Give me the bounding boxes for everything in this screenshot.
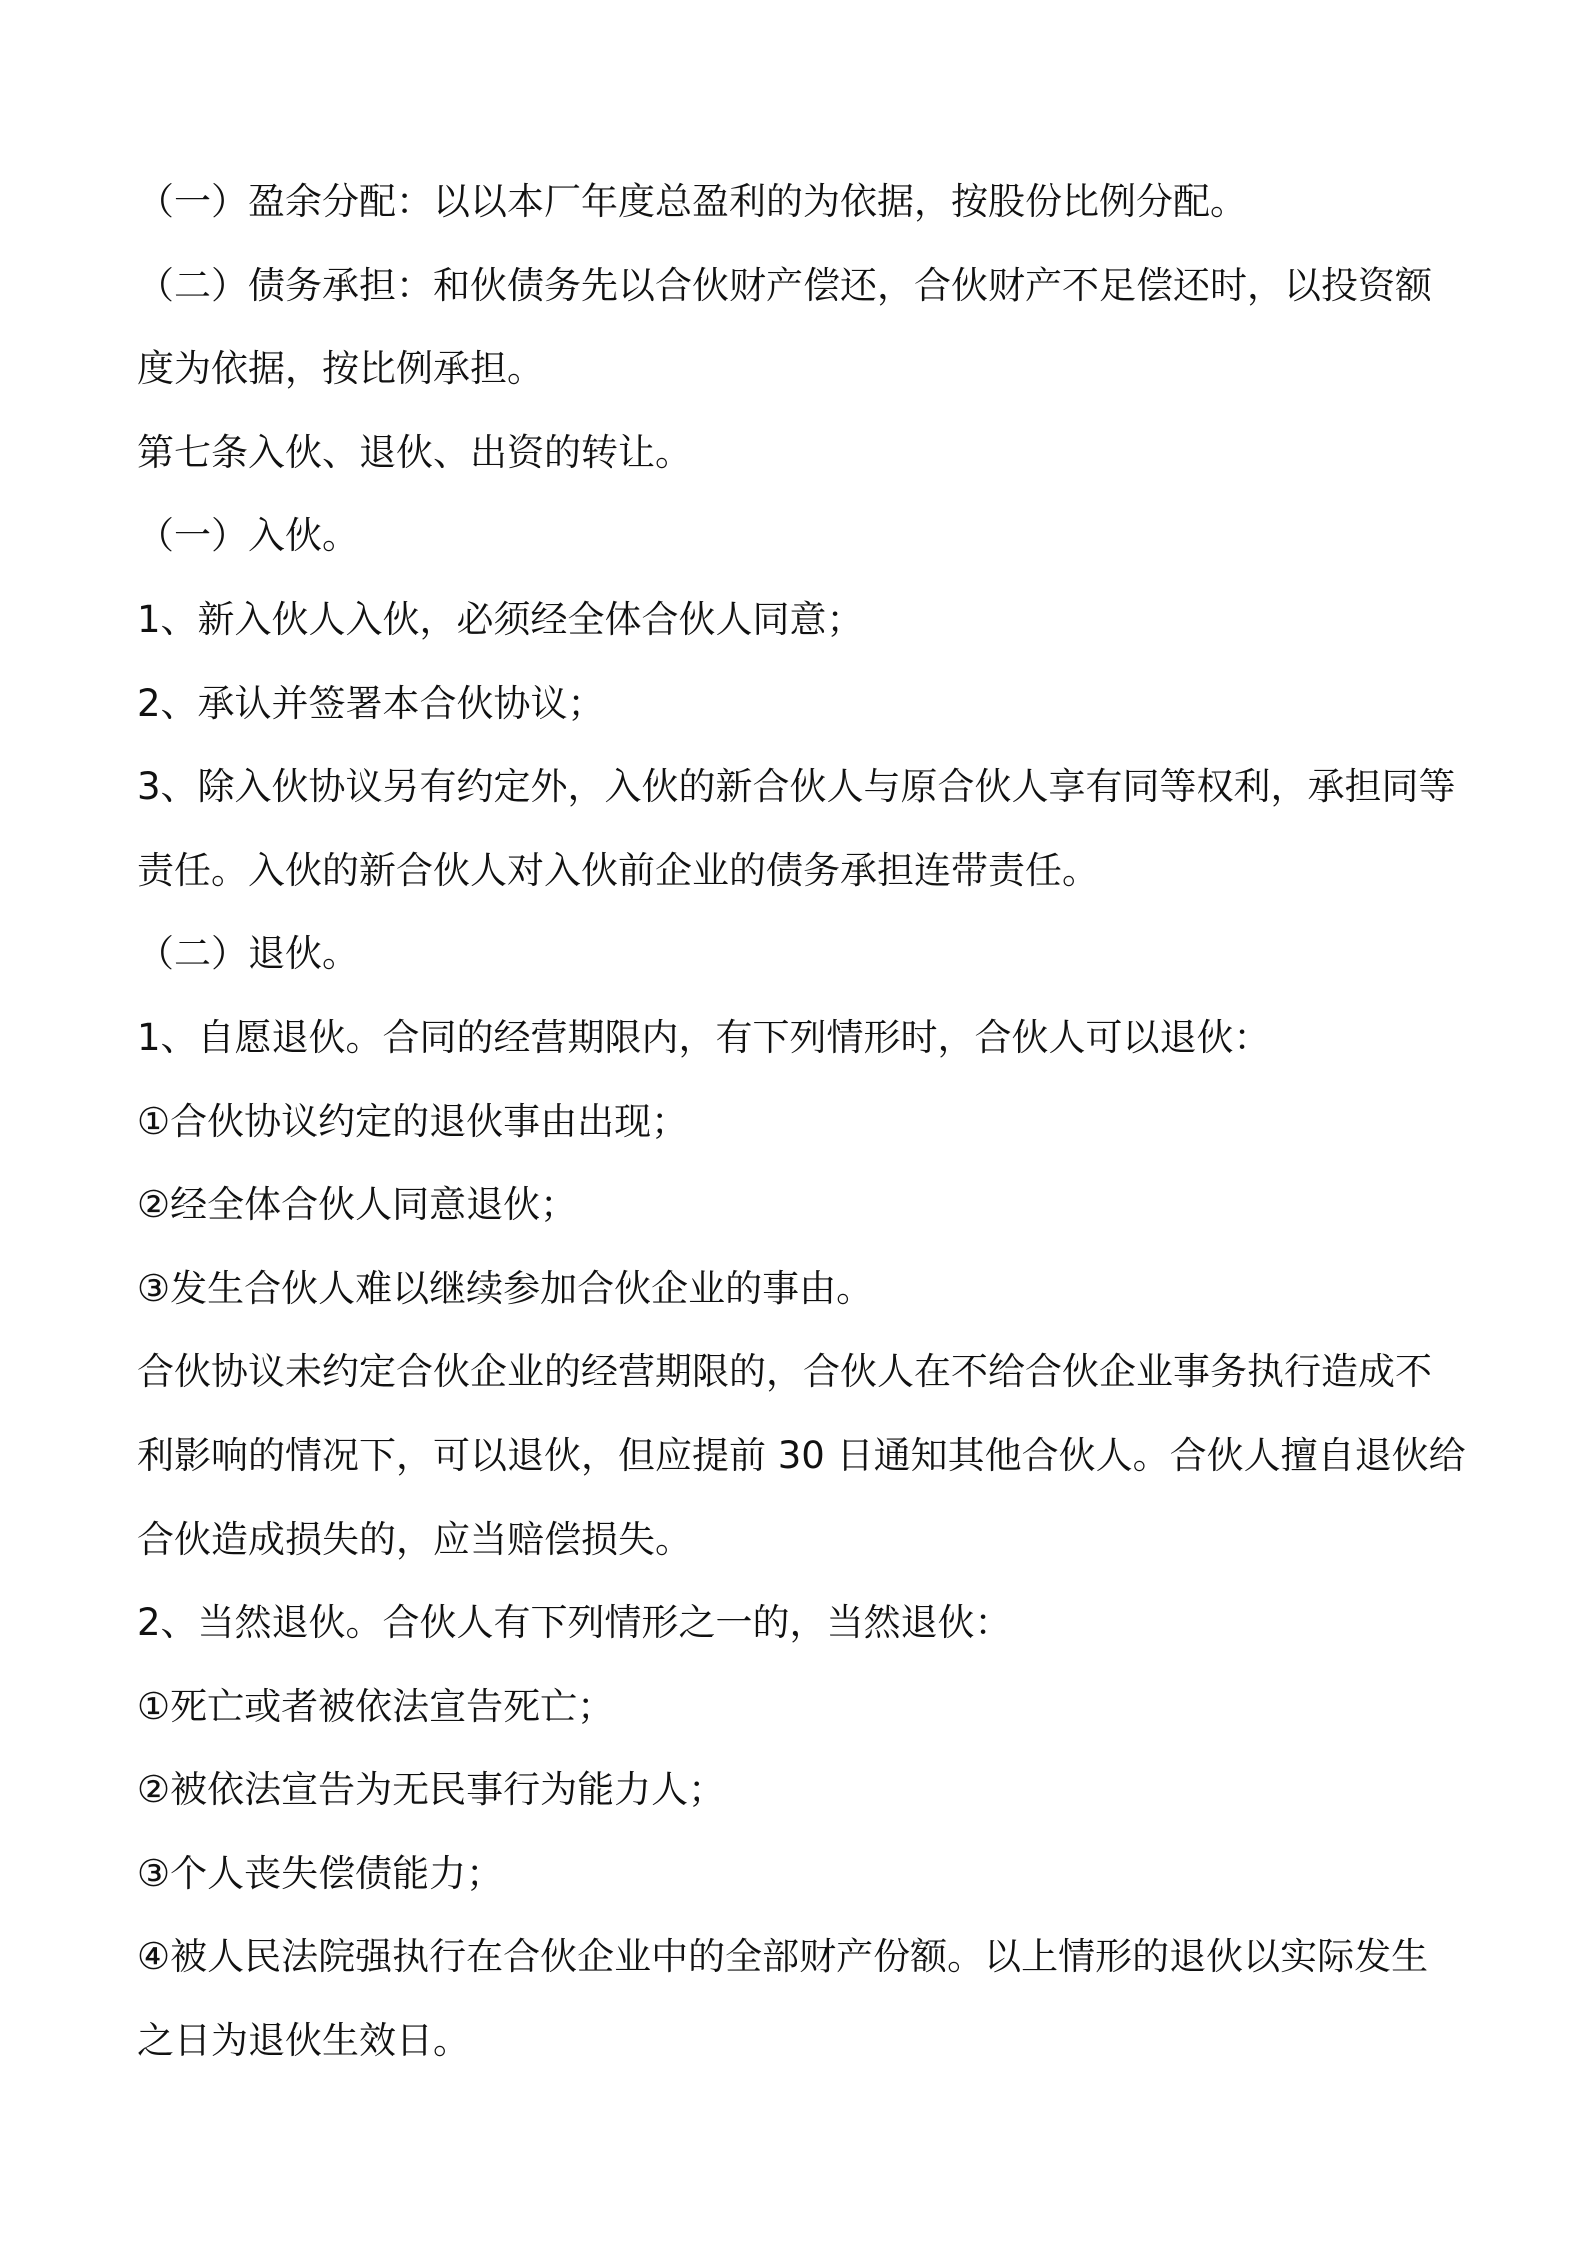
- paragraph-line: （二）债务承担：和伙债务先以合伙财产偿还，合伙财产不足偿还时，以投资额: [137, 263, 1432, 307]
- paragraph-line: 责任。入伙的新合伙人对入伙前企业的债务承担连带责任。: [137, 848, 1099, 892]
- paragraph-line: 度为依据，按比例承担。: [137, 347, 544, 391]
- paragraph-line: ③个人丧失偿债能力；: [137, 1851, 504, 1895]
- paragraph-line: ①死亡或者被依法宣告死亡；: [137, 1684, 615, 1728]
- section-heading: 第七条入伙、退伙、出资的转让。: [137, 430, 692, 474]
- paragraph-line: 2、当然退伙。合伙人有下列情形之一的，当然退伙：: [137, 1601, 1012, 1645]
- paragraph-line: 利影响的情况下，可以退伙，但应提前 30 日通知其他合伙人。合伙人擅自退伙给: [137, 1433, 1466, 1477]
- paragraph-line: ③发生合伙人难以继续参加合伙企业的事由。: [137, 1266, 874, 1310]
- paragraph-line: 之日为退伙生效日。: [137, 2019, 470, 2063]
- paragraph-line: 合伙造成损失的，应当赔偿损失。: [137, 1517, 692, 1561]
- paragraph-line: 3、除入伙协议另有约定外，入伙的新合伙人与原合伙人享有同等权利，承担同等: [137, 765, 1456, 809]
- paragraph-line: ②经全体合伙人同意退伙；: [137, 1183, 578, 1227]
- paragraph-line: （一）入伙。: [137, 514, 359, 558]
- paragraph-line: 2、承认并签署本合伙协议；: [137, 681, 605, 725]
- paragraph-line: （一）盈余分配：以以本厂年度总盈利的为依据，按股份比例分配。: [137, 180, 1247, 223]
- paragraph-line: ①合伙协议约定的退伙事由出现；: [137, 1099, 689, 1143]
- paragraph-line: ②被依法宣告为无民事行为能力人；: [137, 1768, 726, 1812]
- paragraph-line: ④被人民法院强执行在合伙企业中的全部财产份额。以上情形的退伙以实际发生: [137, 1935, 1429, 1979]
- paragraph-line: （二）退伙。: [137, 932, 359, 976]
- paragraph-line: 合伙协议未约定合伙企业的经营期限的，合伙人在不给合伙企业事务执行造成不: [137, 1350, 1432, 1394]
- paragraph-line: 1、新入伙人入伙，必须经全体合伙人同意；: [137, 597, 864, 641]
- document-body: [137, 160, 1467, 2083]
- paragraph-line: 1、自愿退伙。合同的经营期限内，有下列情形时，合伙人可以退伙：: [137, 1015, 1271, 1059]
